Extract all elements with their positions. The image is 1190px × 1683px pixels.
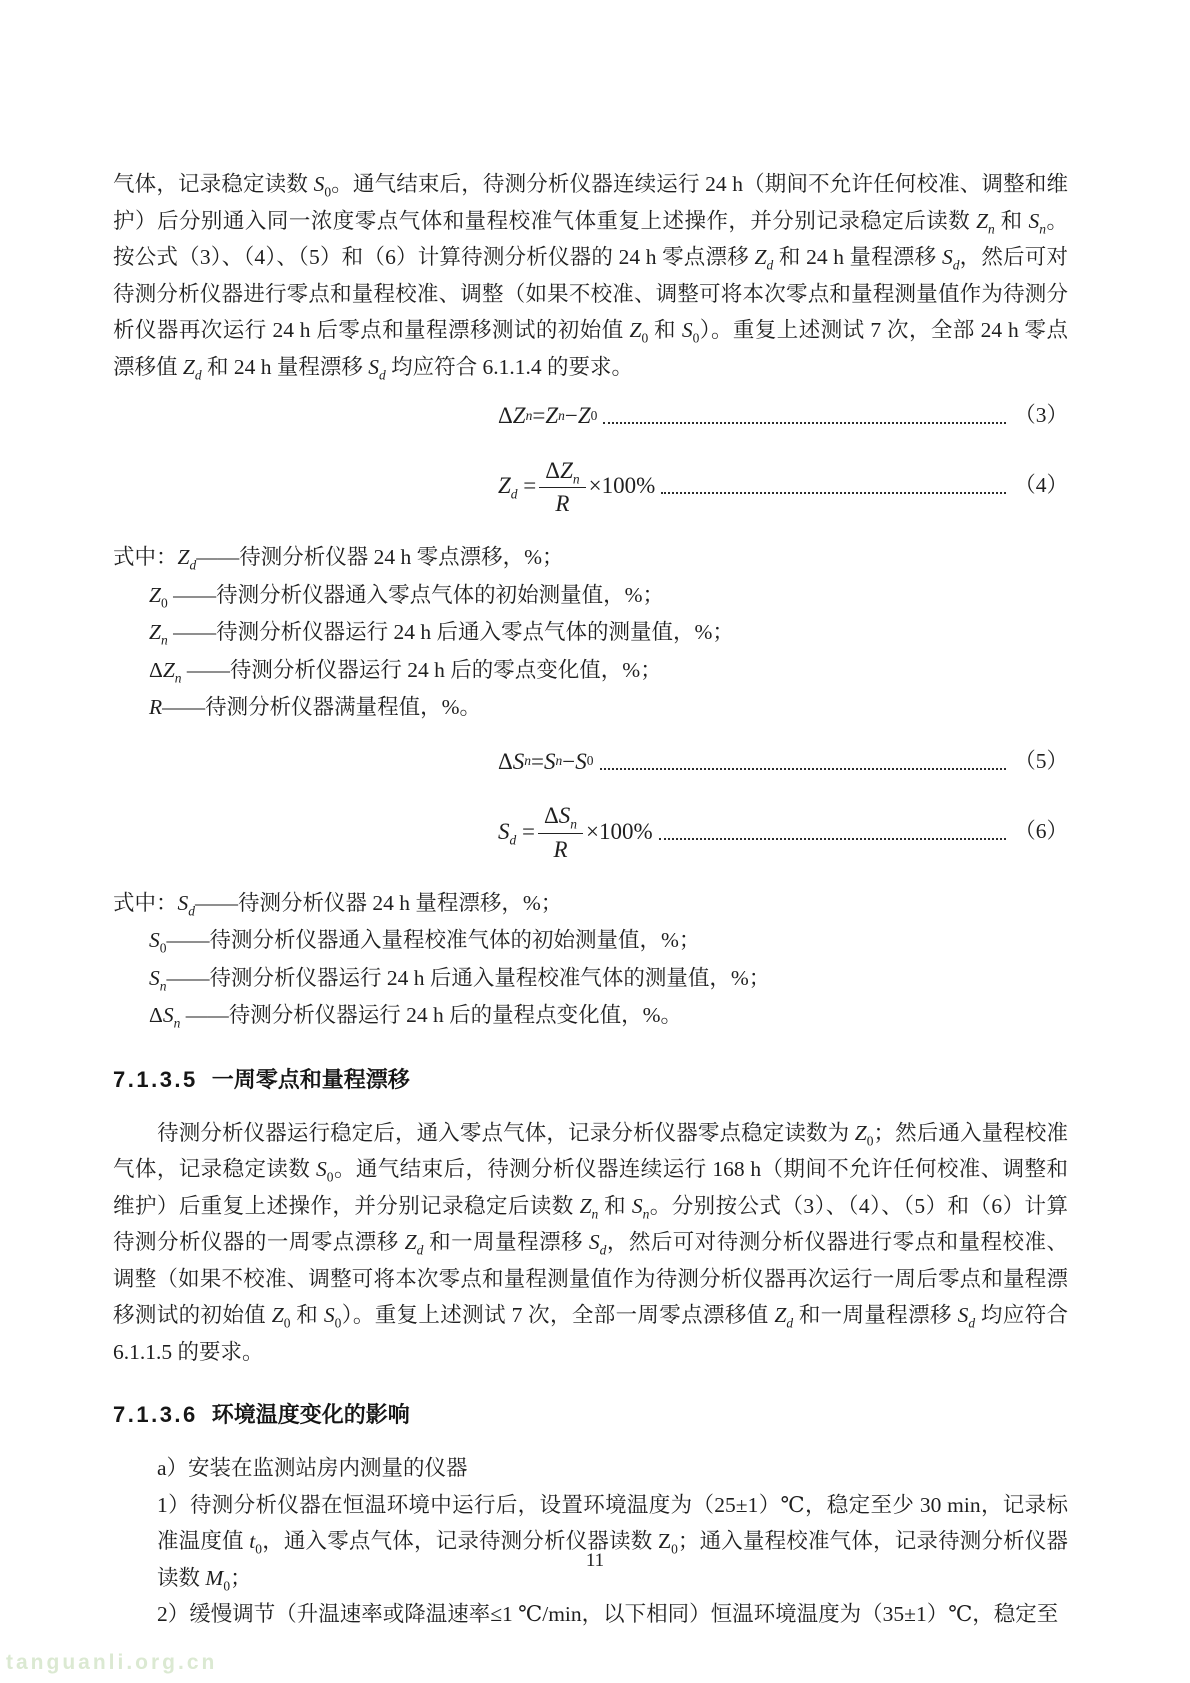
- page-number: 11: [585, 1550, 605, 1571]
- dot-leader: [603, 422, 1006, 424]
- paragraph-continuation-24h-drift: 气体，记录稳定读数 $S_0$。通气结束后，待测分析仪器连续运行 24 h（期间不允许任何校准、调整和维护）后分别通入同一浓度零点气体和量程校准气体重复上述操作，并分别记录稳定后读数 $Z_n$ 和 $S_n$。按公式（3）、（4）、（5）和（6）计算待测分析仪器的 24 h 零点漂移 $Z_d$ 和 24 h 量程漂移 $S_d$，然后可对待测分析仪器进行零点和量程校准、调整（如果不校准、调整可将本次零点和量程测量值作为待测分析仪器再次运行 24 h 后零点和量程漂移测试的初始值 $Z_0$ 和 $S_0$）。重复上述测试 7 次，全部 24 h 零点漂移值 $Z_d$ 和 24 h 量程漂移 $S_d$ 均应符合 6.1.1.4 的要求。: [113, 172, 1068, 382]
- fraction: [539, 456, 585, 517]
- definition-row: 式中：$S_d——$待测分析仪器 24 h 量程漂移，%；: [113, 890, 563, 918]
- document-page: [113, 0, 1068, 1683]
- fraction-numerator: $\Delta S_n$: [538, 801, 583, 833]
- equation-4-lhs: $Z_d$ =: [498, 473, 537, 502]
- dot-leader: [659, 838, 1007, 840]
- equation-4-tail: ×100%: [588, 473, 656, 499]
- definition-row: $Z_0$ ——待测分析仪器通入零点气体的初始测量值，%；: [149, 582, 665, 610]
- definition-row: $S_0——$待测分析仪器通入量程校准气体的初始测量值，%；: [149, 928, 701, 956]
- list-item-2: 2）缓慢调节（升温速率或降温速率≤1 ℃/min，以下相同）恒温环境温度为（35±1）℃，稳定至: [157, 1602, 1059, 1626]
- equation-5: [113, 741, 1068, 783]
- section-heading-7-1-3-5: [113, 1065, 1068, 1095]
- symbol-definitions-zero-drift: [113, 539, 1068, 727]
- equation-3-expression: Δ Z n = Z n − Z 0: [498, 403, 598, 429]
- fraction: [538, 801, 583, 862]
- equation-3: [113, 395, 1068, 437]
- fraction-denominator: R: [553, 836, 568, 862]
- paragraph-weekly-drift: 待测分析仪器运行稳定后，通入零点气体，记录分析仪器零点稳定读数为 $Z_0$；然后通入量程校准气体，记录稳定读数 $S_0$。通气结束后，待测分析仪器连续运行 168 h（期间不允许任何校准、调整和维护）后重复上述操作，并分别记录稳定后读数 $Z_n$ 和 $S_n$。分别按公式（3）、（4）、（5）和（6）计算待测分析仪器的一周零点漂移 $Z_d$ 和一周量程漂移 $S_d$，然后可对待测分析仪器进行零点和量程校准、调整（如果不校准、调整可将本次零点和量程测量值作为待测分析仪器再次运行一周后零点和量程漂移测试的初始值 $Z_0$ 和 $S_0$）。重复上述测试 7 次，全部一周零点漂移值 $Z_d$ 和一周量程漂移 $S_d$ 均应符合 6.1.1.5 的要求。: [113, 1120, 1068, 1364]
- fraction-numerator: $\Delta Z_n$: [539, 456, 585, 488]
- equation-3-number: （3）: [1014, 403, 1068, 428]
- definition-row: $S_n——$待测分析仪器运行 24 h 后通入量程校准气体的测量值，%；: [149, 965, 771, 993]
- definition-row: $Z_n$ ——待测分析仪器运行 24 h 后通入零点气体的测量值，%；: [149, 620, 734, 648]
- equation-6: [113, 789, 1068, 875]
- dot-leader: [600, 768, 1007, 770]
- equation-6-lhs: $S_d$ =: [498, 818, 535, 848]
- equation-4: [113, 443, 1068, 529]
- watermark-text: tanguanli.org.cn: [6, 1651, 218, 1674]
- list-item-1: 1）待测分析仪器在恒温环境中运行后，设置环境温度为（25±1）℃，稳定至少 30 min，记录标准温度值 $t_0$，通入零点气体，记录待测分析仪器读数 $Z_0$；通入量程校准气体，记录待测分析仪器读数 $M_0$；: [157, 1492, 1068, 1593]
- definition-row: $\Delta S_n$ ——待测分析仪器运行 24 h 后的量程点变化值，%。: [149, 1003, 682, 1031]
- section-number: 7.1.3.6: [113, 1402, 198, 1427]
- fraction-denominator: R: [555, 491, 570, 516]
- definition-row: 式中：$Z_d——$待测分析仪器 24 h 零点漂移，%；: [113, 545, 564, 573]
- section-title: 环境温度变化的影响: [211, 1402, 410, 1427]
- procedure-list: [113, 1450, 1068, 1633]
- dot-leader: [661, 492, 1006, 494]
- symbol-definitions-span-drift: [113, 885, 1068, 1035]
- equation-4-expression: [498, 456, 655, 517]
- section-number: 7.1.3.5: [113, 1066, 198, 1092]
- definition-row: R——待测分析仪器满量程值，%。: [149, 695, 482, 719]
- equation-6-number: （6）: [1014, 818, 1068, 843]
- equation-6-tail: ×100%: [586, 818, 653, 844]
- equation-5-number: （5）: [1014, 748, 1068, 773]
- equation-5-expression: Δ S n = S n − S 0: [498, 748, 594, 774]
- section-heading-7-1-3-6: [113, 1400, 1068, 1430]
- equation-6-expression: [498, 801, 653, 862]
- equation-4-number: （4）: [1014, 473, 1068, 498]
- section-title: 一周零点和量程漂移: [211, 1066, 410, 1092]
- list-item-a: a）安装在监测站房内测量的仪器: [157, 1456, 468, 1480]
- definition-row: $\Delta Z_n$ ——待测分析仪器运行 24 h 后的零点变化值，%；: [149, 657, 662, 685]
